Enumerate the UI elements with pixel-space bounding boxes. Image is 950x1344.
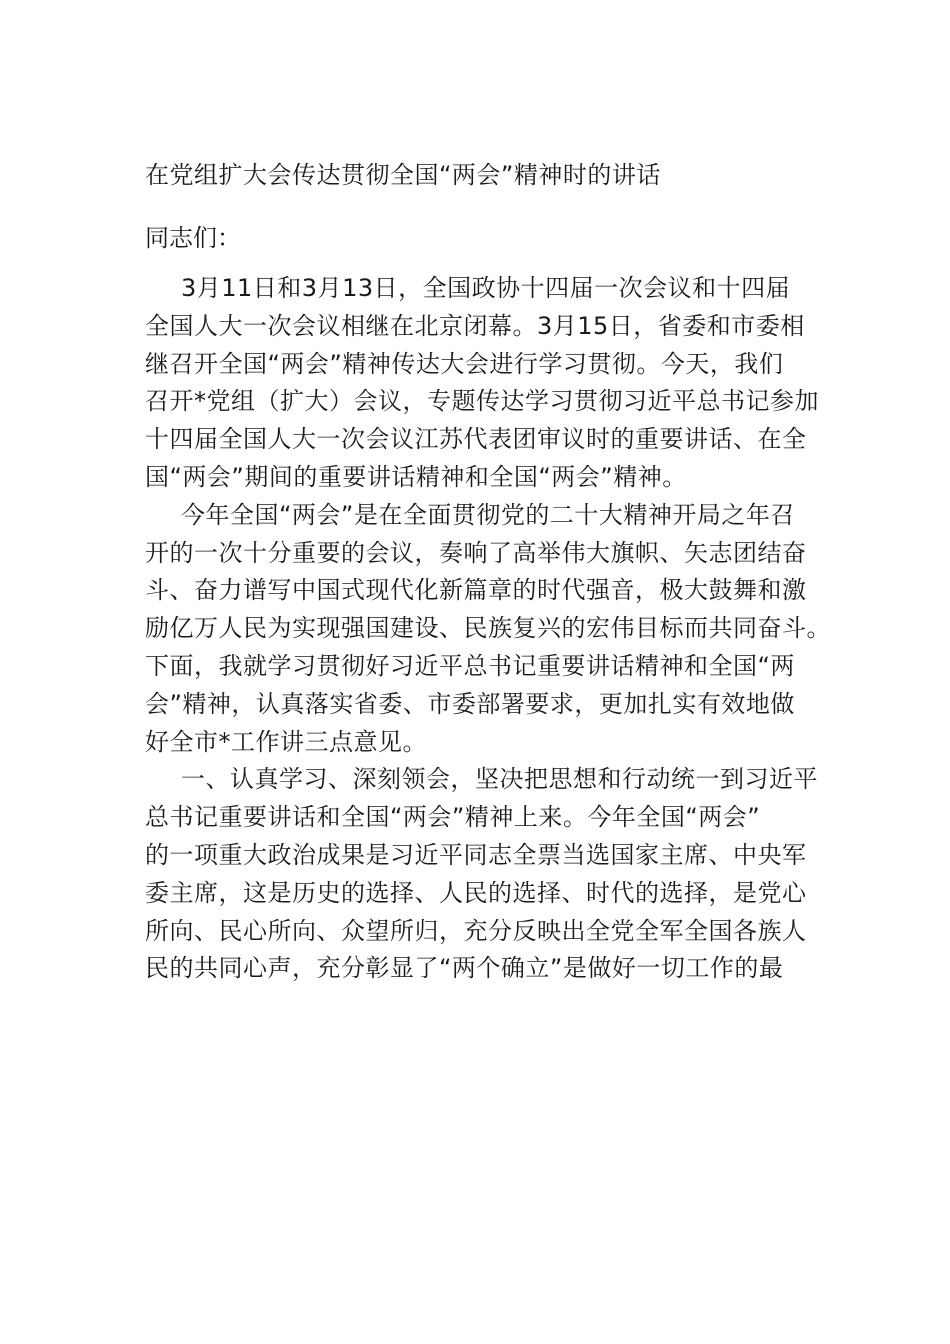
text-line: 总书记重要讲话和全国“两会”精神上来。今年全国“两会”	[145, 803, 761, 832]
text-line: 国“两会”期间的重要讲话精神和全国“两会”精神。	[145, 462, 687, 491]
text-line: 的一项重大政治成果是习近平同志全票当选国家主席、中央军	[145, 840, 807, 869]
text-line: 3月11日和3月13日，全国政协十四届一次会议和十四届	[181, 274, 791, 302]
text-line: 继召开全国“两会”精神传达大会进行学习贯彻。今天，我们	[145, 349, 784, 378]
text-line: 委主席，这是历史的选择、人民的选择、时代的选择，是党心	[145, 878, 807, 907]
text-line: 今年全国“两会”是在全面贯彻党的二十大精神开局之年召	[181, 500, 795, 529]
document-title: 在党组扩大会传达贯彻全国“两会”精神时的讲话	[145, 161, 661, 189]
text-line: 会”精神，认真落实省委、市委部署要求，更加扎实有效地做	[145, 689, 795, 718]
text-line: 所向、民心所向、众望所归，充分反映出全党全军全国各族人	[145, 916, 807, 945]
text-line: 召开*党组（扩大）会议，专题传达学习贯彻习近平总书记参加	[145, 387, 819, 416]
text-line: 开的一次十分重要的会议，奏响了高举伟大旗帜、矢志团结奋	[145, 538, 807, 567]
text-line: 十四届全国人大一次会议江苏代表团审议时的重要讲话、在全	[145, 425, 807, 454]
salutation: 同志们：	[145, 224, 241, 252]
text-line: 全国人大一次会议相继在北京闭幕。3月15日，省委和市委相	[145, 311, 805, 340]
speech-body	[145, 270, 831, 988]
text-line: 励亿万人民为实现强国建设、民族复兴的宏伟目标而共同奋斗。	[145, 614, 831, 643]
text-line: 好全市*工作讲三点意见。	[145, 727, 427, 756]
text-line: 下面，我就学习贯彻好习近平总书记重要讲话精神和全国“两	[145, 651, 795, 680]
text-line: 民的共同心声，充分彰显了“两个确立”是做好一切工作的最	[145, 954, 784, 983]
text-line: 一、认真学习、深刻领会，坚决把思想和行动统一到习近平	[181, 765, 818, 794]
text-line: 斗、奋力谱写中国式现代化新篇章的时代强音，极大鼓舞和激	[145, 576, 807, 605]
